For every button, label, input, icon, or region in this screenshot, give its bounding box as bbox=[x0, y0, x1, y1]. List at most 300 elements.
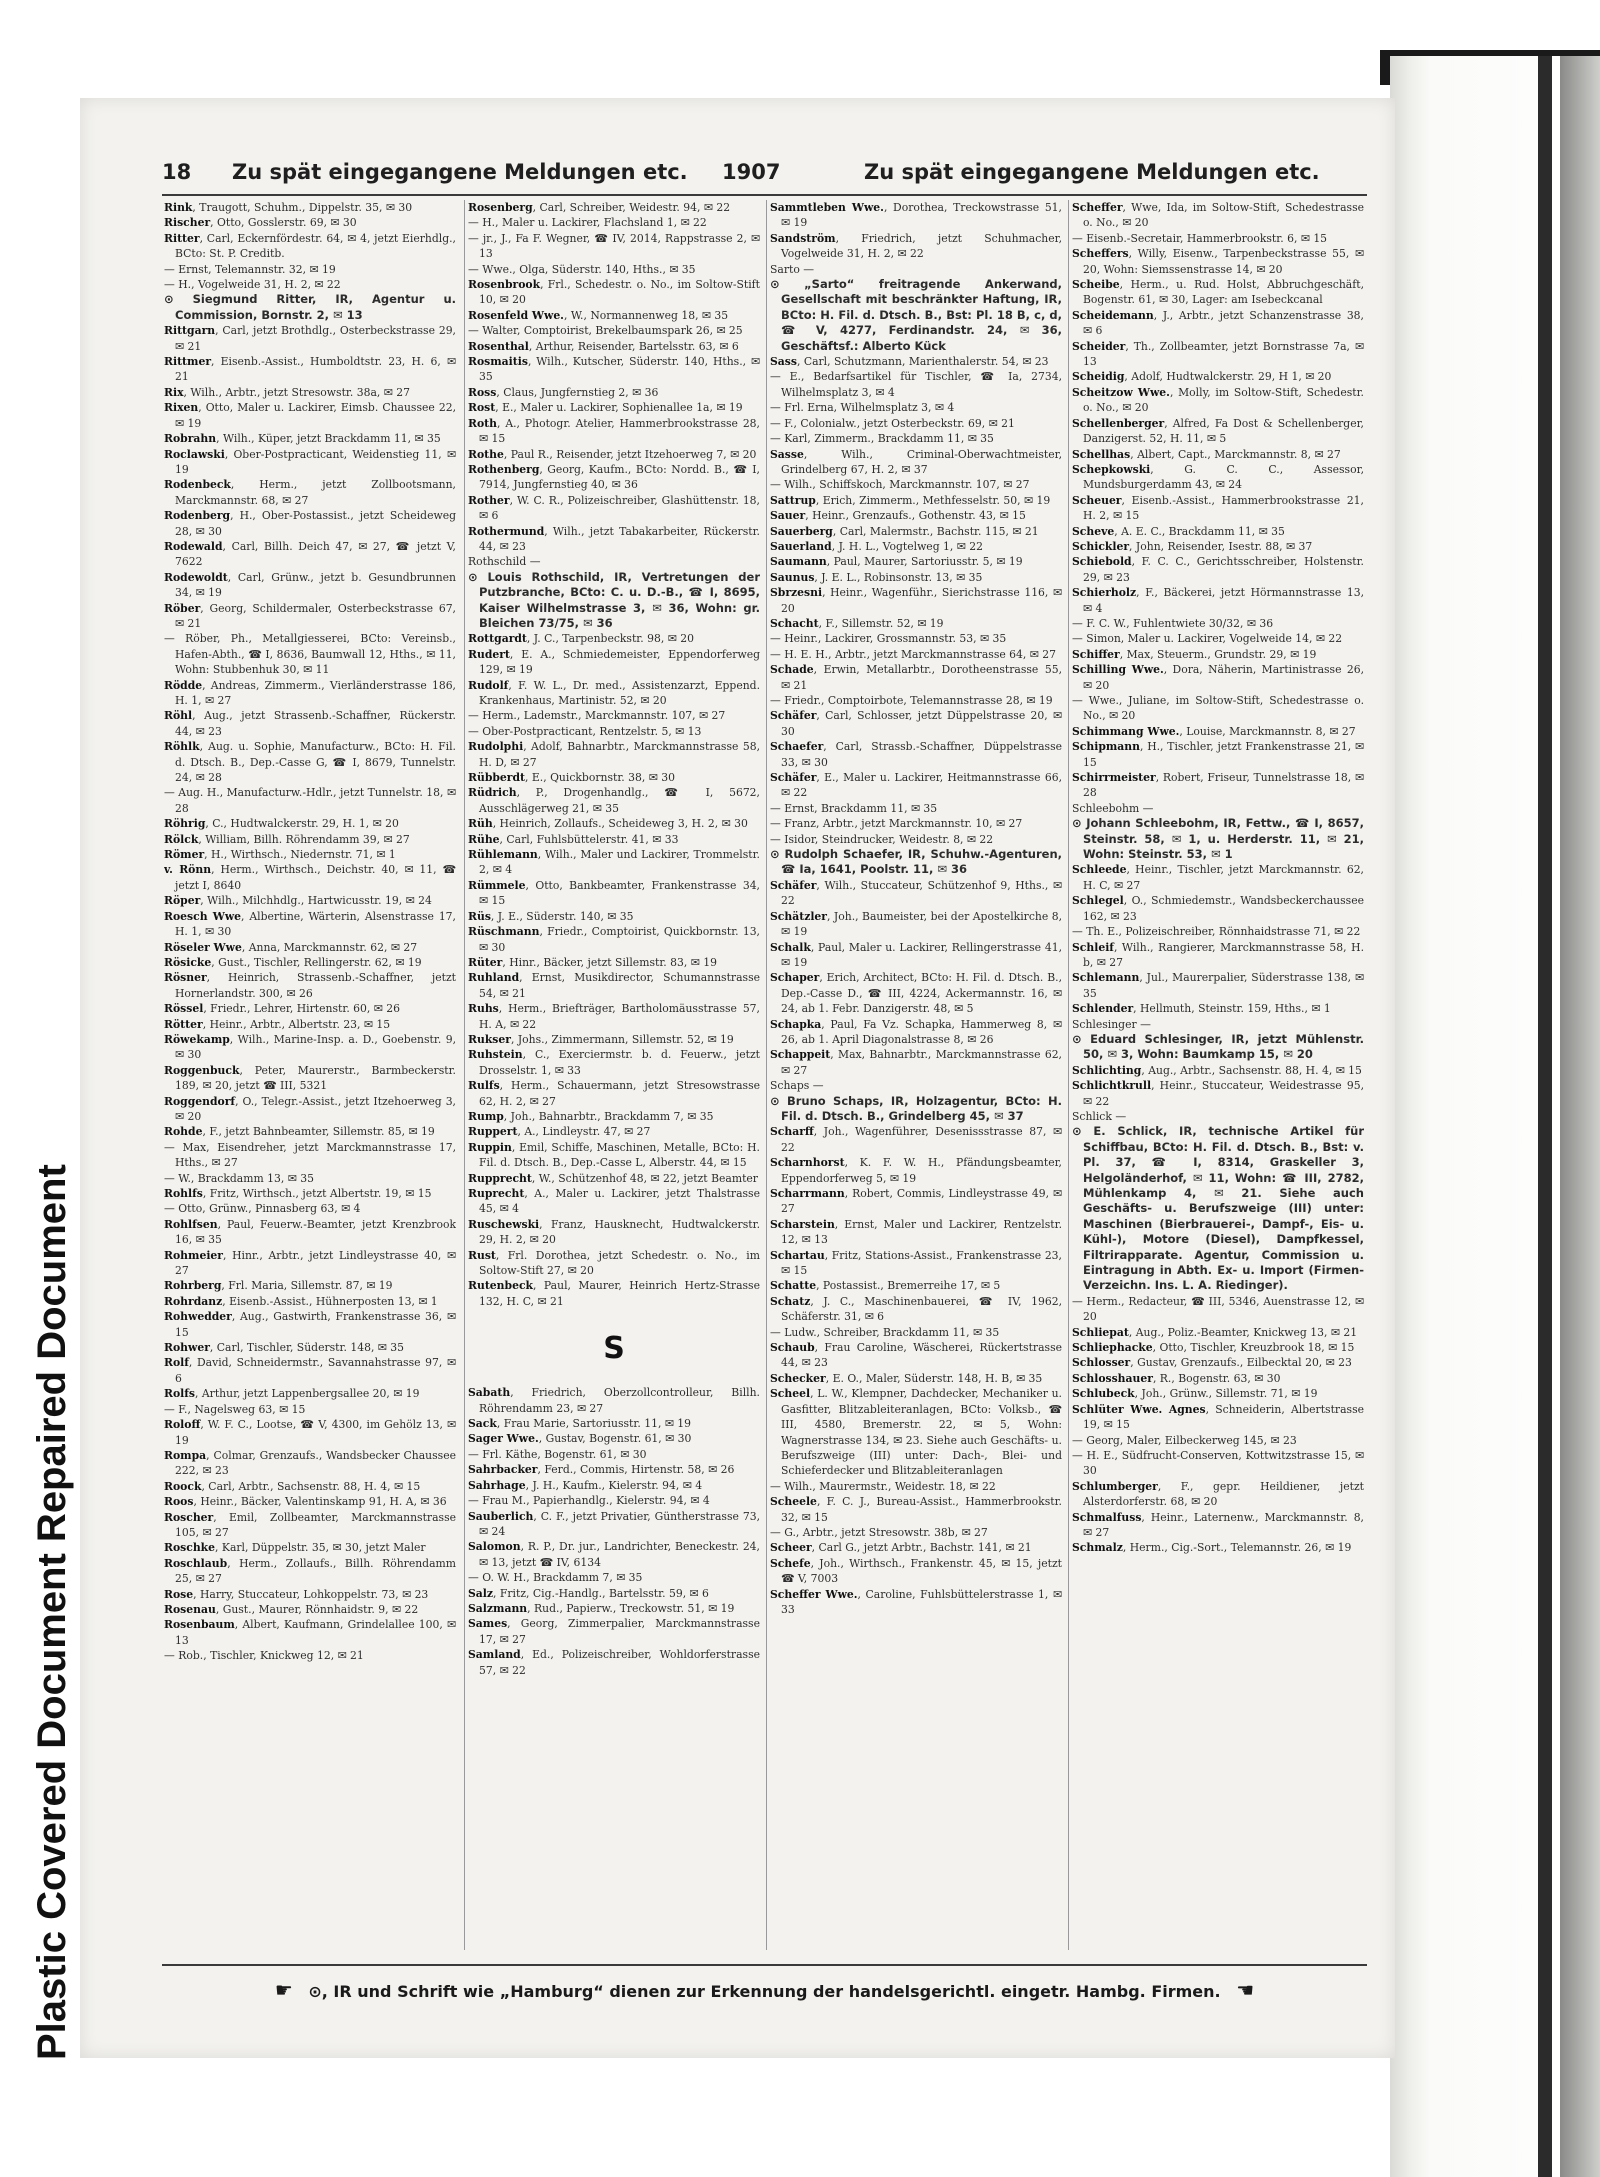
directory-entry: Schlemann, Jul., Maurerpalier, Süderstrasse 138, ✉ 35 bbox=[1072, 971, 1364, 1000]
directory-entry: — Ernst, Telemannstr. 32, ✉ 19 bbox=[164, 262, 336, 276]
entry-surname: Roloff bbox=[164, 1418, 201, 1432]
entry-surname: Robrahn bbox=[164, 432, 217, 446]
entry-surname: Rink bbox=[164, 201, 193, 214]
directory-entry: ⊙ Siegmund Ritter, IR, Agentur u. Commission, Bornstr. 2, ✉ 13 bbox=[164, 292, 456, 322]
entry-surname: Schleede bbox=[1072, 863, 1127, 877]
directory-entry: Rohrberg, Frl. Maria, Sillemstr. 87, ✉ 19 bbox=[164, 1279, 393, 1293]
entry-surname: Ruprecht bbox=[468, 1187, 525, 1200]
page-header bbox=[162, 154, 1367, 194]
directory-entry: Rösner, Heinrich, Strassenb.-Schaffner, jetzt Hornerlandstr. 300, ✉ 26 bbox=[164, 971, 456, 1000]
entry-surname: Schatte bbox=[770, 1279, 817, 1293]
directory-entry: Schaefer, Carl, Strassb.-Schaffner, Düppelstrasse 33, ✉ 30 bbox=[770, 740, 1062, 769]
directory-entry: Röhl, Aug., jetzt Strassenb.-Schaffner, Rückerstr. 44, ✉ 23 bbox=[164, 709, 456, 738]
entry-surname: Ross bbox=[468, 385, 497, 399]
directory-entry: ⊙ E. Schlick, IR, technische Artikel für Schiffbau, BCto: H. Fil. d. Dtsch. B., Bst: v. Pl. 37, ☎ I, 8314, Graskeller 3, Helgoländerhof, ✉ 11, Wohn: ☎ III, 2782, Mühlenkamp 4, ✉ 21. Siehe auch Geschäfts- u. Berufszweige (III) unter: Maschinen (Bierbrauerei-, Dampf-, Eis- u. Kühl-), Motore (Diesel), Dampfkessel, Filtrirapparate. Agentur, Commission u. Eintragung in Abth. Ex- u. Import (Firmen-Verzeichn. Ins. L. A. Riedinger). bbox=[1072, 1124, 1364, 1293]
entry-surname: Schilling Wwe. bbox=[1072, 663, 1164, 677]
entry-surname: Schirrmeister bbox=[1072, 771, 1156, 785]
directory-entry: Sauberlich, C. F., jetzt Privatier, Güntherstrasse 73, ✉ 24 bbox=[468, 1509, 760, 1538]
directory-entry: Rutenbeck, Paul, Maurer, Heinrich Hertz-Strasse 132, H. C, ✉ 21 bbox=[468, 1279, 760, 1308]
entry-surname: Schmalz bbox=[1072, 1541, 1123, 1555]
entry-surname: Sahrbacker bbox=[468, 1463, 538, 1477]
entry-surname: Sager Wwe. bbox=[468, 1432, 539, 1446]
entry-surname: Schiebold bbox=[1072, 555, 1132, 569]
directory-entry: Sattrup, Erich, Zimmerm., Methfesselstr. 50, ✉ 19 bbox=[770, 493, 1051, 507]
entry-surname: Roschlaub bbox=[164, 1556, 228, 1570]
directory-entry: — H., Maler u. Lackirer, Flachsland 1, ✉ 22 bbox=[468, 216, 707, 230]
entry-surname: Saumann bbox=[770, 555, 827, 569]
entry-surname: Ruppert bbox=[468, 1125, 518, 1139]
entry-surname: Rohlfs bbox=[164, 1187, 203, 1200]
directory-entry: Scheitzow Wwe., Molly, im Soltow-Stift, Schedestr. o. No., ✉ 20 bbox=[1072, 385, 1364, 415]
directory-entry: ⊙ „Sarto“ freitragende Ankerwand, Gesellschaft mit beschränkter Haftung, IR, BCto: H. Fil. d. Dtsch. B., Bst: Pl. 18 B, c, d, ☎ V, 4277, Ferdinandstr. 24, ✉ 36, Geschäftsf.: Alberto Kück bbox=[770, 277, 1062, 353]
directory-entry: — Karl, Zimmerm., Brackdamm 11, ✉ 35 bbox=[770, 432, 994, 446]
entry-surname: Rothermund bbox=[468, 524, 545, 538]
entry-surname: Rohrberg bbox=[164, 1279, 222, 1293]
directory-entry: Sager Wwe., Gustav, Bogenstr. 61, ✉ 30 bbox=[468, 1432, 692, 1446]
directory-entry: Rosenberg, Carl, Schreiber, Weidestr. 94, ✉ 22 bbox=[468, 201, 731, 214]
entry-surname: Rötter bbox=[164, 1017, 203, 1031]
directory-entry: ⊙ Eduard Schlesinger, IR, jetzt Mühlenstr. 50, ✉ 3, Wohn: Baumkamp 15, ✉ 20 bbox=[1072, 1031, 1364, 1062]
directory-entry: Ruhland, Ernst, Musikdirector, Schumannstrasse 54, ✉ 21 bbox=[468, 971, 760, 1000]
entry-surname: Rohde bbox=[164, 1125, 203, 1139]
directory-entry: Scheuer, Eisenb.-Assist., Hammerbrookstrasse 21, H. 2, ✉ 15 bbox=[1072, 493, 1364, 523]
directory-entry: Rodewoldt, Carl, Grünw., jetzt b. Gesundbrunnen 34, ✉ 19 bbox=[164, 570, 456, 600]
entry-surname: Rohlfsen bbox=[164, 1217, 218, 1231]
directory-entry: — H., Vogelweide 31, H. 2, ✉ 22 bbox=[164, 278, 341, 292]
directory-entry: Schepkowski, G. C. C., Assessor, Mundsburgerdamm 43, ✉ 24 bbox=[1072, 462, 1364, 492]
entry-surname: Rohwedder bbox=[164, 1310, 232, 1324]
footer-rule bbox=[162, 1964, 1367, 1966]
directory-entry: Röhrig, C., Hudtwalckerstr. 29, H. 1, ✉ 20 bbox=[164, 817, 399, 831]
entry-surname: Rixen bbox=[164, 401, 199, 415]
directory-entry: Schlosser, Gustav, Grenzaufs., Eilbecktal 20, ✉ 23 bbox=[1072, 1356, 1352, 1370]
entry-surname: Schalk bbox=[770, 940, 811, 954]
entry-surname: Rohrdanz bbox=[164, 1294, 223, 1308]
directory-entry: Scheel, L. W., Klempner, Dachdecker, Mechaniker u. Gasfitter, Blitzableiteranlagen, BCto: Volksb., ☎ III, 4580, Bremerstr. 22, ✉ 5, Wohn: Wagnerstrasse 134, ✉ 23. Siehe auch Geschäfts- u. Berufszweige (III) unter: Dach-, Blei- und Schieferdecker und Blitzableiteranlagen bbox=[770, 1387, 1062, 1478]
directory-entry: Schickler, John, Reisender, Isestr. 88, ✉ 37 bbox=[1072, 539, 1313, 553]
entry-surname: Roscher bbox=[164, 1510, 214, 1524]
entry-surname: Schepkowski bbox=[1072, 462, 1151, 476]
entry-surname: Roth bbox=[468, 416, 498, 430]
directory-entry: Roesch Wwe, Albertine, Wärterin, Alsenstrasse 17, H. 1, ✉ 30 bbox=[164, 909, 456, 939]
entry-surname: Scheider bbox=[1072, 339, 1126, 353]
directory-entry: Schäfer, E., Maler u. Lackirer, Heitmannstrasse 66, ✉ 22 bbox=[770, 771, 1062, 800]
entry-surname: Scheidig bbox=[1072, 370, 1125, 384]
footer-text: ⊙, IR und Schrift wie „Hamburg“ dienen zur Erkennung der handelsgerichtl. eingetr. Hambg. Firmen. bbox=[308, 1982, 1221, 2001]
entry-surname: Sammtleben Wwe. bbox=[770, 201, 884, 214]
directory-entry: Scharnhorst, K. F. W. H., Pfändungsbeamter, Eppendorferweg 5, ✉ 19 bbox=[770, 1156, 1062, 1185]
directory-entry: Schäfer, Wilh., Stuccateur, Schützenhof 9, Hths., ✉ 22 bbox=[770, 878, 1062, 908]
entry-surname: Rudolf bbox=[468, 678, 509, 692]
entry-surname: Ruhstein bbox=[468, 1048, 523, 1062]
entry-surname: Rutenbeck bbox=[468, 1279, 534, 1293]
entry-surname: Rüter bbox=[468, 955, 503, 969]
directory-entry: Rost, E., Maler u. Lackirer, Sophienallee 1a, ✉ 19 bbox=[468, 401, 743, 415]
directory-entry: Rüter, Hinr., Bäcker, jetzt Sillemstr. 83, ✉ 19 bbox=[468, 955, 717, 969]
entry-surname: Rischer bbox=[164, 216, 211, 230]
entry-surname: Sauer bbox=[770, 509, 806, 523]
entry-surname: Salz bbox=[468, 1586, 494, 1600]
directory-entry: Rohrdanz, Eisenb.-Assist., Hühnerposten 13, ✉ 1 bbox=[164, 1294, 438, 1308]
entry-surname: Rodenbeck bbox=[164, 478, 231, 492]
directory-entry: Rink, Traugott, Schuhm., Dippelstr. 35, ✉ 30 bbox=[164, 201, 413, 214]
directory-entry: Roclawski, Ober-Postpracticant, Weidenstieg 11, ✉ 19 bbox=[164, 447, 456, 476]
directory-entry: Schlichtkrull, Heinr., Stuccateur, Weidestrasse 95, ✉ 22 bbox=[1072, 1079, 1364, 1108]
entry-surname: Sames bbox=[468, 1617, 508, 1631]
directory-entry: Rühlemann, Wilh., Maler und Lackirer, Trommelstr. 2, ✉ 4 bbox=[468, 848, 760, 877]
entry-surname: Rudert bbox=[468, 647, 510, 661]
entry-surname: Schlegel bbox=[1072, 894, 1124, 908]
directory-entry: Scheffers, Willy, Eisenw., Tarpenbeckstrasse 55, ✉ 20, Wohn: Siemssenstrasse 14, ✉ 20 bbox=[1072, 247, 1364, 276]
directory-entry: — Franz, Arbtr., jetzt Marckmannstr. 10, ✉ 27 bbox=[770, 817, 1023, 831]
directory-entry: Schaps — bbox=[770, 1079, 824, 1093]
directory-entry: — Aug. H., Manufacturw.-Hdlr., jetzt Tunnelstr. 18, ✉ 28 bbox=[164, 786, 456, 815]
directory-entry: Ruppin, Emil, Schiffe, Maschinen, Metalle, BCto: H. Fil. d. Dtsch. B., Dep.-Casse L, Alberstr. 44, ✉ 15 bbox=[468, 1140, 760, 1170]
book-spine bbox=[1390, 56, 1600, 2177]
entry-surname: Schefe bbox=[770, 1556, 811, 1570]
directory-entry: Rohlfs, Fritz, Wirthsch., jetzt Albertstr. 19, ✉ 15 bbox=[164, 1187, 432, 1200]
entry-surname: Scheidemann bbox=[1072, 308, 1154, 322]
directory-entry: Sauerberg, Carl, Malermstr., Bachstr. 115, ✉ 21 bbox=[770, 524, 1039, 538]
directory-entry: Scharrmann, Robert, Commis, Lindleystrasse 49, ✉ 27 bbox=[770, 1187, 1062, 1216]
entry-surname: Schaefer bbox=[770, 740, 824, 754]
entry-surname: Ruschewski bbox=[468, 1217, 540, 1231]
entry-surname: Rodenberg bbox=[164, 509, 231, 523]
directory-entry: Scheffer Wwe., Caroline, Fuhlsbüttelerstrasse 1, ✉ 33 bbox=[770, 1587, 1062, 1616]
directory-entry: Schmalfuss, Heinr., Laternenw., Marckmannstr. 8, ✉ 27 bbox=[1072, 1510, 1364, 1539]
directory-entry: — Frau M., Papierhandlg., Kielerstr. 94, ✉ 4 bbox=[468, 1494, 710, 1508]
entry-surname: Rohwer bbox=[164, 1341, 210, 1355]
entry-surname: Rolfs bbox=[164, 1387, 195, 1401]
directory-entry: — Simon, Maler u. Lackirer, Vogelweide 14, ✉ 22 bbox=[1072, 632, 1343, 646]
directory-entry: Schipmann, H., Tischler, jetzt Frankenstrasse 21, ✉ 15 bbox=[1072, 740, 1364, 769]
entry-surname: Schliepat bbox=[1072, 1325, 1129, 1339]
directory-entry: Sammtleben Wwe., Dorothea, Treckowstrasse 51, ✉ 19 bbox=[770, 201, 1062, 230]
entry-surname: Scharnhorst bbox=[770, 1156, 845, 1170]
entry-surname: Rosmaitis bbox=[468, 355, 528, 369]
directory-entry: Schlegel, O., Schmiedemstr., Wandsbeckerchaussee 162, ✉ 23 bbox=[1072, 894, 1364, 923]
directory-entry: Rosenbaum, Albert, Kaufmann, Grindelallee 100, ✉ 13 bbox=[164, 1618, 456, 1647]
directory-entry: Rolf, David, Schneidermstr., Savannahstrasse 97, ✉ 6 bbox=[164, 1356, 456, 1385]
directory-entry: — Wilh., Maurermstr., Weidestr. 18, ✉ 22 bbox=[770, 1479, 996, 1493]
directory-entry: Sahrhage, J. H., Kaufm., Kielerstr. 94, ✉ 4 bbox=[468, 1478, 703, 1492]
directory-entry: Schlick — bbox=[1072, 1109, 1127, 1123]
entry-surname: Roock bbox=[164, 1479, 202, 1493]
entry-surname: Sandström bbox=[770, 231, 836, 245]
directory-entry: Roggendorf, O., Telegr.-Assist., jetzt Itzehoerweg 3, ✉ 20 bbox=[164, 1094, 456, 1123]
directory-entry: — Rob., Tischler, Knickweg 12, ✉ 21 bbox=[164, 1649, 364, 1663]
pointing-hand-icon: ☚ bbox=[1236, 1978, 1255, 2002]
entry-surname: Schlichtkrull bbox=[1072, 1079, 1152, 1093]
entry-surname: Scharrmann bbox=[770, 1187, 845, 1200]
directory-entry: Rosenau, Gust., Maurer, Rönnhaidstr. 9, ✉ 22 bbox=[164, 1602, 419, 1616]
directory-entry: Samland, Ed., Polizeischreiber, Wohldorferstrasse 57, ✉ 22 bbox=[468, 1648, 760, 1677]
entry-surname: Scheffers bbox=[1072, 247, 1129, 261]
directory-entry: — Otto, Grünw., Pinnasberg 63, ✉ 4 bbox=[164, 1202, 361, 1216]
entry-surname: Schlüter Wwe. Agnes bbox=[1072, 1402, 1206, 1416]
entry-surname: Scharstein bbox=[770, 1217, 835, 1231]
entry-surname: Schleif bbox=[1072, 940, 1114, 954]
directory-entry: Schleebohm — bbox=[1072, 801, 1154, 815]
directory-entry: Rulfs, Herm., Schauermann, jetzt Stresowstrasse 62, H. 2, ✉ 27 bbox=[468, 1079, 760, 1108]
directory-entry: Rothenberg, Georg, Kaufm., BCto: Nordd. B., ☎ I, 7914, Jungfernstieg 40, ✉ 36 bbox=[468, 462, 760, 492]
entry-surname: Schecker bbox=[770, 1371, 826, 1385]
directory-entry: Schlüter Wwe. Agnes, Schneiderin, Albertstrasse 19, ✉ 15 bbox=[1072, 1402, 1364, 1432]
directory-entry: Scheidemann, J., Arbtr., jetzt Schanzenstrasse 38, ✉ 6 bbox=[1072, 308, 1364, 338]
entry-surname: Scheele bbox=[770, 1495, 817, 1509]
directory-entry: Roschke, Karl, Düppelstr. 35, ✉ 30, jetzt Maler bbox=[164, 1541, 426, 1555]
directory-entry: ⊙ Rudolph Schaefer, IR, Schuhw.-Agenturen, ☎ Ia, 1641, Poolstr. 11, ✉ 36 bbox=[770, 847, 1062, 877]
entry-surname: Rödde bbox=[164, 678, 203, 692]
entry-surname: Schmalfuss bbox=[1072, 1510, 1142, 1524]
pointing-hand-icon: ☛ bbox=[274, 1978, 293, 2002]
directory-entry: Rosmaitis, Wilh., Kutscher, Süderstr. 140, Hths., ✉ 35 bbox=[468, 355, 760, 384]
entry-surname: Schlubeck bbox=[1072, 1387, 1135, 1401]
header-year: 1907 bbox=[722, 160, 781, 184]
directory-entry: Rittmer, Eisenb.-Assist., Humboldtstr. 23, H. 6, ✉ 21 bbox=[164, 355, 456, 384]
entry-surname: Schäfer bbox=[770, 709, 817, 723]
entry-surname: Sack bbox=[468, 1417, 497, 1431]
entry-surname: Sass bbox=[770, 355, 797, 369]
entry-surname: Schaper bbox=[770, 971, 820, 985]
entry-surname: Rose bbox=[164, 1587, 194, 1601]
entry-surname: Rühlemann bbox=[468, 848, 538, 862]
directory-entry: — Heinr., Lackirer, Grossmannstr. 53, ✉ 35 bbox=[770, 632, 1007, 646]
entry-surname: Röhl bbox=[164, 709, 193, 723]
directory-entry: — Wwe., Juliane, im Soltow-Stift, Schedestrasse o. No., ✉ 20 bbox=[1072, 694, 1364, 723]
directory-entry: v. Rönn, Herm., Wirthsch., Deichstr. 40, ✉ 11, ☎ jetzt I, 8640 bbox=[164, 863, 456, 892]
directory-entry: Röper, Wilh., Milchhdlg., Hartwicusstr. 19, ✉ 24 bbox=[164, 894, 432, 908]
directory-entry: Ritter, Carl, Eckernfördestr. 64, ✉ 4, jetzt Eierhdlg., BCto: St. P. Creditb. bbox=[164, 231, 456, 261]
directory-entry: Sarto — bbox=[770, 262, 815, 276]
entry-surname: Rösicke bbox=[164, 955, 212, 969]
entry-surname: Roclawski bbox=[164, 447, 225, 461]
directory-entry: — Max, Eisendreher, jetzt Marckmannstrasse 17, Hths., ✉ 27 bbox=[164, 1140, 456, 1170]
entry-surname: Rittmer bbox=[164, 355, 212, 369]
directory-entry: Ross, Claus, Jungfernstieg 2, ✉ 36 bbox=[468, 385, 659, 399]
directory-entry: — Wilh., Schiffskoch, Marckmannstr. 107, ✉ 27 bbox=[770, 478, 1030, 492]
directory-entry: Roscher, Emil, Zollbeamter, Marckmannstrasse 105, ✉ 27 bbox=[164, 1510, 456, 1539]
entry-surname: Sauerberg bbox=[770, 524, 833, 538]
directory-entry: — Röber, Ph., Metallgiesserei, BCto: Vereinsb., Hafen-Abth., ☎ I, 8636, Baumwall 12, Hths., ✉ 11, Wohn: Stubbenhuk 30, ✉ 11 bbox=[164, 632, 456, 677]
directory-entry: Ruppert, A., Lindleystr. 47, ✉ 27 bbox=[468, 1125, 651, 1139]
directory-entry: Schimmang Wwe., Louise, Marckmannstr. 8, ✉ 27 bbox=[1072, 724, 1356, 738]
directory-entry: Scheider, Th., Zollbeamter, jetzt Bornstrasse 7a, ✉ 13 bbox=[1072, 339, 1364, 369]
directory-entry: Rodenbeck, Herm., jetzt Zollbootsmann, Marckmannstr. 68, ✉ 27 bbox=[164, 478, 456, 507]
directory-entry: Rothermund, Wilh., jetzt Tabakarbeiter, Rückerstr. 44, ✉ 23 bbox=[468, 524, 760, 553]
column-divider bbox=[766, 200, 767, 1950]
entry-surname: Schätzler bbox=[770, 909, 827, 923]
entry-surname: Ruppin bbox=[468, 1140, 512, 1154]
entry-surname: Rukser bbox=[468, 1032, 511, 1046]
entry-surname: Sauerland bbox=[770, 539, 832, 553]
directory-entry: Sabath, Friedrich, Oberzollcontrolleur, Billh. Röhrendamm 23, ✉ 27 bbox=[468, 1386, 760, 1415]
directory-entry: — E., Bedarfsartikel für Tischler, ☎ Ia, 2734, Wilhelmsplatz 3, ✉ 4 bbox=[770, 370, 1062, 399]
directory-entry: Schatz, J. C., Maschinenbauerei, ☎ IV, 1962, Schäferstr. 31, ✉ 6 bbox=[770, 1294, 1062, 1324]
entry-surname: Sattrup bbox=[770, 493, 816, 507]
entry-surname: Rübberdt bbox=[468, 771, 526, 785]
entry-surname: Schickler bbox=[1072, 539, 1130, 553]
document-page bbox=[80, 98, 1395, 2058]
directory-entry: Schappeit, Max, Bahnarbtr., Marckmannstrasse 62, ✉ 27 bbox=[770, 1048, 1062, 1077]
directory-entry: Schliephacke, Otto, Tischler, Kreuzbrook 18, ✉ 15 bbox=[1072, 1341, 1355, 1355]
column-divider bbox=[1068, 200, 1069, 1950]
directory-entry: Salomon, R. P., Dr. jur., Landrichter, Beneckestr. 24, ✉ 13, jetzt ☎ IV, 6134 bbox=[468, 1540, 760, 1569]
entry-surname: Röseler Wwe bbox=[164, 940, 242, 954]
entry-surname: Sasse bbox=[770, 447, 804, 461]
directory-entry: Rischer, Otto, Gosslerstr. 69, ✉ 30 bbox=[164, 216, 357, 230]
directory-entry: — Herm., Lademstr., Marckmannstr. 107, ✉ 27 bbox=[468, 709, 726, 723]
directory-entry: Sauerland, J. H. L., Vogtelweg 1, ✉ 22 bbox=[770, 539, 983, 553]
entry-surname: Scheve bbox=[1072, 524, 1115, 538]
directory-entry: — Herm., Redacteur, ☎ III, 5346, Auenstrasse 12, ✉ 20 bbox=[1072, 1294, 1364, 1324]
entry-surname: Saunus bbox=[770, 570, 815, 584]
directory-entry: Rödde, Andreas, Zimmerm., Vierländerstrasse 186, H. 1, ✉ 27 bbox=[164, 678, 456, 707]
entry-surname: Rölck bbox=[164, 832, 199, 846]
directory-entry: Rüs, J. E., Süderstr. 140, ✉ 35 bbox=[468, 909, 634, 923]
directory-entry: Schierholz, F., Bäckerei, jetzt Hörmannstrasse 13, ✉ 4 bbox=[1072, 586, 1364, 615]
directory-entry: Schleif, Wilh., Rangierer, Marckmannstrasse 58, H. b, ✉ 27 bbox=[1072, 940, 1364, 969]
entry-surname: Schapka bbox=[770, 1017, 822, 1031]
directory-entry: Schade, Erwin, Metallarbtr., Dorotheenstrasse 55, ✉ 21 bbox=[770, 663, 1062, 692]
side-label-strip bbox=[0, 0, 74, 2177]
column-4 bbox=[1072, 200, 1364, 1950]
directory-entry: Scheve, A. E. C., Brackdamm 11, ✉ 35 bbox=[1072, 524, 1285, 538]
entry-surname: Scheel bbox=[770, 1387, 811, 1401]
directory-entry: Schlichting, Aug., Arbtr., Sachsenstr. 88, H. 4, ✉ 15 bbox=[1072, 1063, 1362, 1077]
side-label-text: Plastic Covered Document Repaired Document bbox=[30, 1164, 74, 2060]
directory-entry: — Wwe., Olga, Süderstr. 140, Hths., ✉ 35 bbox=[468, 262, 696, 276]
entry-surname: Schappeit bbox=[770, 1048, 831, 1062]
directory-entry: Roth, A., Photogr. Atelier, Hammerbrookstrasse 28, ✉ 15 bbox=[468, 416, 760, 446]
entry-surname: Roschke bbox=[164, 1541, 216, 1555]
directory-entry: Rohwer, Carl, Tischler, Süderstr. 148, ✉ 35 bbox=[164, 1341, 405, 1355]
directory-entry: Schlender, Hellmuth, Steinstr. 159, Hths., ✉ 1 bbox=[1072, 1002, 1331, 1016]
directory-entry: — Th. E., Polizeischreiber, Rönnhaidstrasse 71, ✉ 22 bbox=[1072, 925, 1361, 939]
directory-entry: Ruhstein, C., Exerciermstr. b. d. Feuerw., jetzt Drosselstr. 1, ✉ 33 bbox=[468, 1048, 760, 1077]
entry-surname: Römer bbox=[164, 848, 205, 862]
directory-entry: Schätzler, Joh., Baumeister, bei der Apostelkirche 8, ✉ 19 bbox=[770, 909, 1062, 939]
directory-entry: Römer, H., Wirthsch., Niedernstr. 71, ✉ 1 bbox=[164, 848, 396, 862]
directory-entry: Röwekamp, Wilh., Marine-Insp. a. D., Goebenstr. 9, ✉ 30 bbox=[164, 1032, 456, 1062]
entry-surname: Rix bbox=[164, 385, 184, 399]
entry-surname: Roggenbuck bbox=[164, 1063, 240, 1077]
directory-entry: — Isidor, Steindrucker, Weidestr. 8, ✉ 22 bbox=[770, 832, 994, 846]
directory-entry: Rodenberg, H., Ober-Postassist., jetzt Scheideweg 28, ✉ 30 bbox=[164, 509, 456, 538]
directory-entry: Scheer, Carl G., jetzt Arbtr., Bachstr. 141, ✉ 21 bbox=[770, 1541, 1032, 1555]
entry-surname: Scheer bbox=[770, 1541, 812, 1555]
directory-entry: Sames, Georg, Zimmerpalier, Marckmannstrasse 17, ✉ 27 bbox=[468, 1617, 760, 1646]
entry-surname: Schiffer bbox=[1072, 647, 1120, 661]
header-title-left: Zu spät eingegangene Meldungen etc. bbox=[232, 160, 688, 184]
directory-entry: Robrahn, Wilh., Küper, jetzt Brackdamm 11, ✉ 35 bbox=[164, 432, 441, 446]
spine-line bbox=[1538, 56, 1552, 2177]
directory-entry: Scharstein, Ernst, Maler und Lackirer, Rentzelstr. 12, ✉ 13 bbox=[770, 1217, 1062, 1247]
entry-surname: Schierholz bbox=[1072, 586, 1137, 600]
directory-entry: — Frl. Erna, Wilhelmsplatz 3, ✉ 4 bbox=[770, 401, 955, 415]
entry-surname: Rudolphi bbox=[468, 740, 524, 754]
entry-surname: Schaub bbox=[770, 1341, 815, 1355]
column-1 bbox=[164, 200, 456, 1950]
directory-entry: Rüschmann, Friedr., Comptoirist, Quickbornstr. 13, ✉ 30 bbox=[468, 925, 760, 954]
directory-entry: — F. C. W., Fuhlentwiete 30/32, ✉ 36 bbox=[1072, 616, 1274, 630]
directory-entry: Rösicke, Gust., Tischler, Rellingerstr. 62, ✉ 19 bbox=[164, 955, 422, 969]
directory-entry: Schellenberger, Alfred, Fa Dost & Schellenberger, Danzigerst. 52, H. 11, ✉ 5 bbox=[1072, 416, 1364, 446]
entry-surname: Rühe bbox=[468, 832, 500, 846]
directory-entry: Schaub, Frau Caroline, Wäscherei, Rückertstrasse 44, ✉ 23 bbox=[770, 1341, 1062, 1370]
entry-surname: Scheibe bbox=[1072, 278, 1120, 292]
directory-entry: Rosenfeld Wwe., W., Normannenweg 18, ✉ 35 bbox=[468, 308, 729, 322]
directory-entry: — O. W. H., Brackdamm 7, ✉ 35 bbox=[468, 1571, 643, 1585]
entry-surname: Rosenberg bbox=[468, 201, 533, 214]
entry-surname: Rodewald bbox=[164, 539, 223, 553]
entry-surname: Rother bbox=[468, 493, 510, 507]
directory-entry: Rohmeier, Hinr., Arbtr., jetzt Lindleystrasse 40, ✉ 27 bbox=[164, 1248, 456, 1278]
entry-surname: Rüh bbox=[468, 817, 493, 831]
entry-surname: Rust bbox=[468, 1248, 496, 1262]
directory-entry: Schapka, Paul, Fa Vz. Schapka, Hammerweg 8, ✉ 26, ab 1. April Diagonalstrasse 8, ✉ 26 bbox=[770, 1017, 1062, 1046]
entry-surname: Rump bbox=[468, 1109, 504, 1123]
directory-entry: Roschlaub, Herm., Zollaufs., Billh. Röhrendamm 25, ✉ 27 bbox=[164, 1556, 456, 1586]
column-container bbox=[164, 200, 1367, 1950]
entry-surname: Schäfer bbox=[770, 771, 817, 785]
entry-surname: Ruhland bbox=[468, 971, 520, 985]
directory-entry: Schartau, Fritz, Stations-Assist., Frankenstrasse 23, ✉ 15 bbox=[770, 1248, 1062, 1278]
directory-entry: Rümmele, Otto, Bankbeamter, Frankenstrasse 34, ✉ 15 bbox=[468, 878, 760, 908]
directory-entry: Rottgardt, J. C., Tarpenbeckstr. 98, ✉ 20 bbox=[468, 632, 694, 646]
directory-entry: Scharff, Joh., Wagenführer, Desenissstrasse 87, ✉ 22 bbox=[770, 1125, 1062, 1154]
directory-entry: Scheidig, Adolf, Hudtwalckerstr. 29, H 1, ✉ 20 bbox=[1072, 370, 1332, 384]
directory-entry: — Ludw., Schreiber, Brackdamm 11, ✉ 35 bbox=[770, 1325, 1000, 1339]
entry-surname: Rosenbrook bbox=[468, 278, 541, 292]
entry-surname: Schacht bbox=[770, 616, 819, 630]
directory-entry: Rose, Harry, Stuccateur, Lohkoppelstr. 73, ✉ 23 bbox=[164, 1587, 429, 1601]
directory-entry: Schiffer, Max, Steuerm., Grundstr. 29, ✉ 19 bbox=[1072, 647, 1317, 661]
directory-entry: Rüdrich, P., Drogenhandlg., ☎ I, 5672, Ausschlägerweg 21, ✉ 35 bbox=[468, 786, 760, 815]
entry-surname: Schlemann bbox=[1072, 971, 1140, 985]
entry-surname: Samland bbox=[468, 1648, 521, 1662]
directory-entry: Rix, Wilh., Arbtr., jetzt Stresowstr. 38a, ✉ 27 bbox=[164, 385, 411, 399]
entry-surname: Schlosshauer bbox=[1072, 1371, 1153, 1385]
directory-entry: Schirrmeister, Robert, Friseur, Tunnelstrasse 18, ✉ 28 bbox=[1072, 771, 1364, 800]
entry-surname: Rosenbaum bbox=[164, 1618, 235, 1632]
directory-entry: Roggenbuck, Peter, Maurerstr., Barmbeckerstr. 189, ✉ 20, jetzt ☎ III, 5321 bbox=[164, 1063, 456, 1093]
page-footer bbox=[162, 1978, 1367, 2010]
entry-surname: Rupprecht bbox=[468, 1171, 532, 1185]
directory-entry: Schellhas, Albert, Capt., Marckmannstr. 8, ✉ 27 bbox=[1072, 447, 1341, 461]
entry-surname: Ruhs bbox=[468, 1002, 499, 1016]
entry-surname: Schlichting bbox=[1072, 1063, 1142, 1077]
entry-surname: Röhrig bbox=[164, 817, 206, 831]
directory-entry: Rübberdt, E., Quickbornstr. 38, ✉ 30 bbox=[468, 771, 675, 785]
entry-surname: Rosenau bbox=[164, 1602, 216, 1616]
entry-surname: Rüschmann bbox=[468, 925, 540, 939]
directory-entry: Schalk, Paul, Maler u. Lackirer, Rellingerstrasse 41, ✉ 19 bbox=[770, 940, 1062, 969]
directory-entry: Rothe, Paul R., Reisender, jetzt Itzehoerweg 7, ✉ 20 bbox=[468, 447, 757, 461]
directory-entry: Sbrzesni, Heinr., Wagenführ., Sierichstrasse 116, ✉ 20 bbox=[770, 586, 1062, 615]
directory-entry: ⊙ Bruno Schaps, IR, Holzagentur, BCto: H. Fil. d. Dtsch. B., Grindelberg 45, ✉ 37 bbox=[770, 1093, 1062, 1123]
directory-entry: Roos, Heinr., Bäcker, Valentinskamp 91, H. A, ✉ 36 bbox=[164, 1495, 447, 1509]
entry-surname: Rössel bbox=[164, 1002, 204, 1016]
directory-entry: Saunus, J. E. L., Robinsonstr. 13, ✉ 35 bbox=[770, 570, 983, 584]
directory-entry: Rötter, Heinr., Arbtr., Albertstr. 23, ✉ 15 bbox=[164, 1017, 391, 1031]
directory-entry: Schacht, F., Sillemstr. 52, ✉ 19 bbox=[770, 616, 944, 630]
directory-entry: Röseler Wwe, Anna, Marckmannstr. 62, ✉ 27 bbox=[164, 940, 418, 954]
directory-entry: Röber, Georg, Schildermaler, Osterbeckstrasse 67, ✉ 21 bbox=[164, 601, 456, 630]
directory-entry: Rixen, Otto, Maler u. Lackirer, Eimsb. Chaussee 22, ✉ 19 bbox=[164, 401, 456, 430]
directory-entry: Rühe, Carl, Fuhlsbüttelerstr. 41, ✉ 33 bbox=[468, 832, 679, 846]
entry-surname: Rothenberg bbox=[468, 462, 540, 476]
